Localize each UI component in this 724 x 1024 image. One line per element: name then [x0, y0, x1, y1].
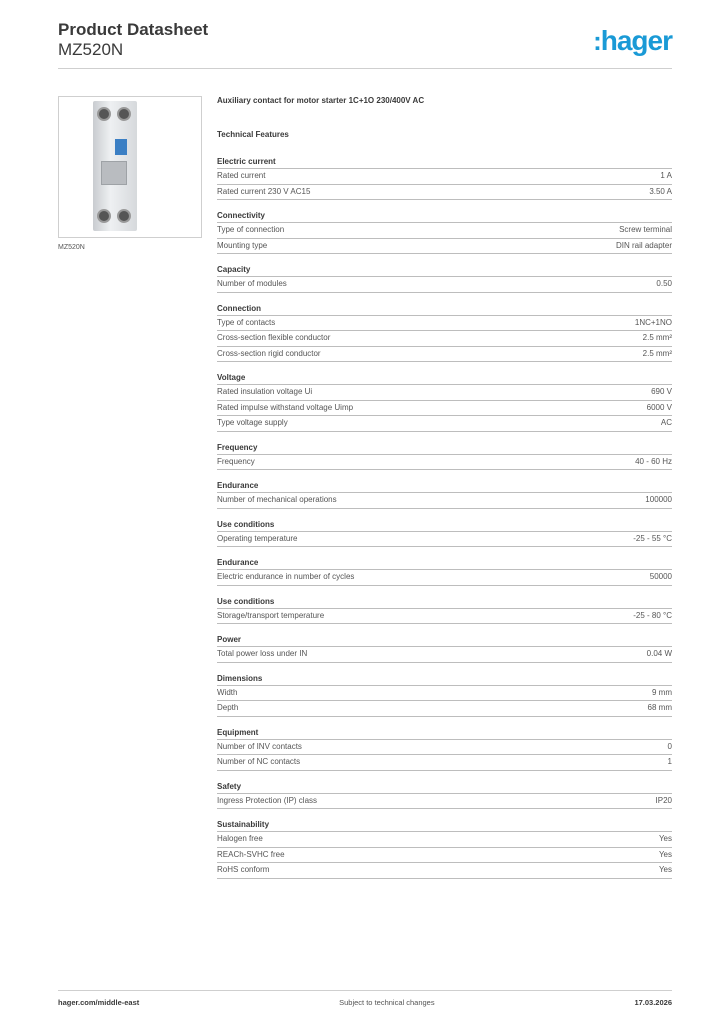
spec-table [217, 569, 672, 586]
spec-label: Depth [217, 703, 239, 712]
section-title: Capacity [217, 265, 251, 274]
spec-value: 1 [667, 757, 672, 766]
section-title: Electric current [217, 157, 276, 166]
section-title: Dimensions [217, 673, 263, 683]
spec-table [217, 831, 672, 879]
spec-row [217, 415, 672, 432]
auxiliary-contact-device-icon [93, 101, 137, 231]
header-divider [58, 68, 672, 69]
spec-value: 2.5 mm² [642, 333, 672, 342]
spec-row [217, 492, 672, 509]
spec-section [217, 156, 672, 200]
spec-value: Yes [658, 849, 672, 859]
logo-text: hager [600, 25, 672, 56]
spec-row [217, 793, 672, 810]
spec-value: 50000 [649, 572, 672, 581]
spec-value: 1NC+1NO [634, 317, 672, 327]
spec-row [217, 847, 672, 863]
spec-value: IP20 [655, 795, 672, 805]
screw-icon [97, 209, 111, 223]
image-caption: MZ520N [58, 244, 85, 251]
spec-row [217, 168, 672, 184]
document-title: Product Datasheet [58, 20, 209, 39]
spec-label: Electric endurance in number of cycles [217, 572, 355, 581]
spec-value: 68 mm [647, 703, 672, 712]
spec-content [217, 96, 672, 889]
spec-section [217, 442, 672, 471]
spec-label: Cross-section rigid conductor [217, 348, 321, 358]
spec-table [217, 454, 672, 471]
spec-label: Number of INV contacts [217, 741, 302, 751]
spec-label: Total power loss under IN [217, 649, 308, 658]
screw-icon [117, 209, 131, 223]
device-label-icon [115, 139, 127, 155]
spec-value: 40 - 60 Hz [635, 456, 672, 466]
spec-label: Halogen free [217, 834, 263, 843]
spec-value: DIN rail adapter [615, 240, 672, 250]
spec-row [217, 238, 672, 255]
spec-row [217, 315, 672, 331]
spec-value: AC [660, 418, 672, 427]
spec-row [217, 739, 672, 755]
spec-row [217, 754, 672, 771]
spec-label: Ingress Protection (IP) class [217, 795, 318, 805]
spec-value: 0.50 [656, 279, 672, 288]
spec-value: 0 [667, 741, 672, 751]
section-title: Frequency [217, 442, 258, 452]
device-slot-icon [101, 161, 127, 185]
spec-row [217, 685, 672, 701]
footer-divider [58, 990, 672, 991]
spec-row [217, 384, 672, 400]
spec-section [217, 480, 672, 509]
section-title: Power [217, 635, 242, 644]
spec-value: 1 A [660, 171, 672, 180]
product-description: Auxiliary contact for motor starter 1C+1O 230/400V AC [217, 96, 425, 105]
spec-section [217, 557, 672, 586]
spec-label: Storage/transport temperature [217, 610, 325, 620]
product-image [58, 96, 202, 238]
spec-table [217, 608, 672, 625]
spec-section [217, 303, 672, 363]
footer-notice: Subject to technical changes [339, 998, 435, 1007]
section-title: Connectivity [217, 211, 266, 220]
spec-row [217, 531, 672, 548]
spec-label: Type voltage supply [217, 418, 288, 427]
section-title: Voltage [217, 373, 246, 382]
spec-table [217, 793, 672, 810]
spec-row [217, 862, 672, 879]
product-code: MZ520N [58, 40, 124, 59]
spec-section [217, 673, 672, 717]
spec-value: 9 mm [652, 687, 672, 697]
spec-label: Operating temperature [217, 533, 298, 543]
spec-table [217, 276, 672, 293]
hager-logo [593, 26, 672, 56]
spec-label: Rated impulse withstand voltage Uimp [217, 402, 354, 412]
section-title: Equipment [217, 727, 259, 737]
spec-table [217, 492, 672, 509]
spec-row [217, 222, 672, 238]
section-title: Connection [217, 303, 261, 313]
spec-value: 690 V [651, 387, 672, 396]
section-title: Sustainability [217, 820, 270, 829]
spec-sections [217, 156, 672, 879]
spec-row [217, 454, 672, 471]
spec-label: Number of modules [217, 279, 287, 288]
section-title: Use conditions [217, 519, 275, 529]
spec-label: Rated insulation voltage Ui [217, 387, 313, 396]
technical-features-heading: Technical Features [217, 130, 289, 139]
spec-section [217, 781, 672, 810]
section-title: Safety [217, 781, 242, 791]
spec-value: Yes [658, 865, 672, 874]
spec-value: 0.04 W [646, 649, 672, 658]
spec-section [217, 596, 672, 625]
logo-prefix: : [593, 26, 601, 56]
spec-row [217, 184, 672, 201]
footer-website: hager.com/middle-east [58, 998, 140, 1007]
spec-table [217, 384, 672, 432]
spec-row [217, 330, 672, 346]
spec-label: Number of NC contacts [217, 757, 301, 766]
spec-label: Frequency [217, 456, 255, 466]
spec-label: Type of contacts [217, 317, 276, 327]
spec-label: Width [217, 687, 238, 697]
section-title: Endurance [217, 481, 259, 490]
section-title: Endurance [217, 558, 259, 567]
spec-label: Type of connection [217, 225, 285, 234]
screw-icon [117, 107, 131, 121]
spec-value: -25 - 80 °C [633, 610, 672, 620]
spec-label: Rated current [217, 171, 266, 180]
spec-table [217, 222, 672, 254]
spec-label: Cross-section flexible conductor [217, 333, 331, 342]
spec-label: RoHS conform [217, 865, 270, 874]
page-header [58, 20, 208, 60]
spec-section [217, 372, 672, 432]
spec-label: Number of mechanical operations [217, 495, 337, 504]
section-title: Use conditions [217, 596, 275, 606]
spec-section [217, 264, 672, 293]
spec-table [217, 315, 672, 363]
page-footer [58, 998, 672, 1007]
spec-section [217, 519, 672, 548]
spec-value: Yes [658, 834, 672, 843]
spec-value: 6000 V [646, 402, 672, 412]
spec-table [217, 646, 672, 663]
spec-table [217, 739, 672, 771]
spec-value: Screw terminal [619, 225, 672, 234]
spec-value: 100000 [645, 495, 672, 504]
spec-row [217, 646, 672, 663]
spec-table [217, 168, 672, 200]
spec-table [217, 531, 672, 548]
spec-value: -25 - 55 °C [633, 533, 672, 543]
spec-row [217, 608, 672, 625]
spec-table [217, 685, 672, 717]
footer-date: 17.03.2026 [634, 998, 672, 1007]
spec-row [217, 346, 672, 363]
spec-value: 3.50 A [649, 186, 672, 196]
spec-row [217, 700, 672, 717]
spec-value: 2.5 mm² [642, 348, 672, 358]
spec-label: REACh-SVHC free [217, 849, 285, 859]
spec-section [217, 819, 672, 879]
spec-section [217, 210, 672, 254]
spec-label: Mounting type [217, 240, 268, 250]
spec-row [217, 831, 672, 847]
spec-row [217, 400, 672, 416]
spec-row [217, 569, 672, 586]
spec-section [217, 727, 672, 771]
spec-label: Rated current 230 V AC15 [217, 186, 311, 196]
spec-section [217, 634, 672, 663]
screw-icon [97, 107, 111, 121]
spec-row [217, 276, 672, 293]
